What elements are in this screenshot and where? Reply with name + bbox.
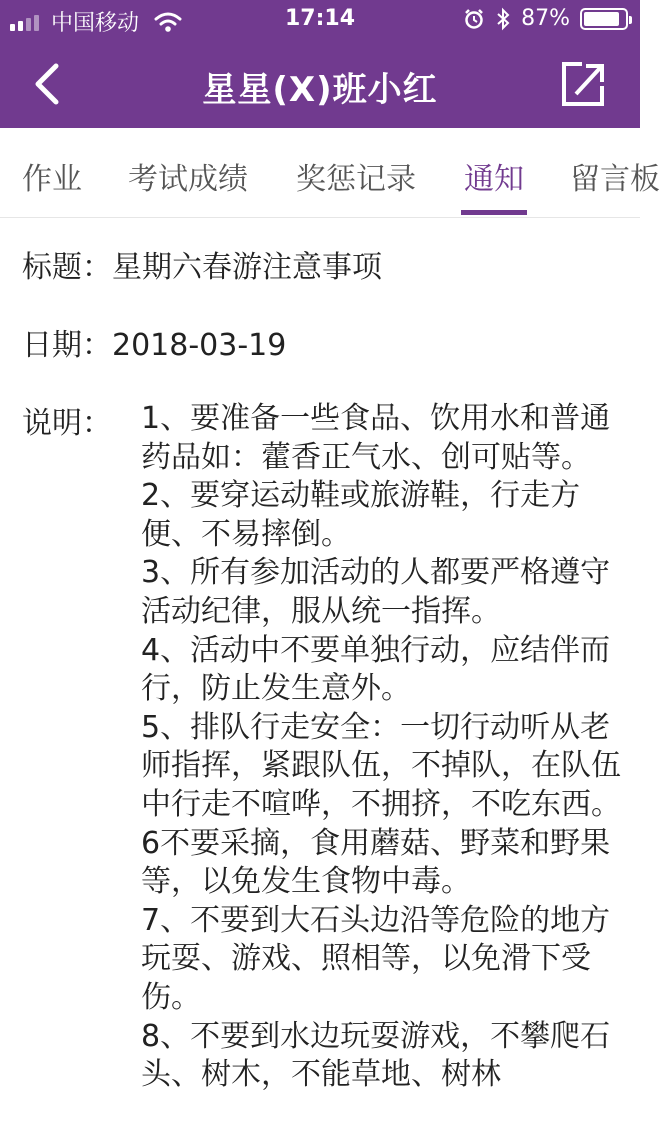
notice-item: 2、要穿运动鞋或旅游鞋，行走方便、不易摔倒。: [141, 478, 581, 552]
notice-item: 4、活动中不要单独行动，应结伴而行，防止发生意外。: [141, 632, 611, 707]
tab-message-board[interactable]: 留言板: [570, 162, 660, 197]
notice-item: 3、所有参加活动的人都要严格遵守活动纪律，服从统一指挥。: [141, 555, 611, 629]
tab-bar: [0, 128, 660, 218]
notice-item: 6不要采摘，食用蘑菇、野菜和野果等，以免发生食物中毒。: [141, 825, 611, 900]
top-bar: [0, 0, 640, 128]
notice-item: 8、不要到水边玩耍游戏，不攀爬石头、树木，不能草地、树林: [141, 1018, 611, 1093]
status-time: 17:14: [284, 6, 356, 31]
nav-bar: [0, 40, 640, 128]
notice-item: 5、排队行走安全：一切行动听从老师指挥，紧跟队伍，不掉队，在队伍中行走不喧哗，不拥挤，不吃东西。: [141, 709, 621, 822]
notice-title-row: [22, 242, 382, 286]
status-bar: [0, 0, 640, 40]
tab-notice[interactable]: 通知: [464, 162, 524, 197]
share-button[interactable]: [556, 56, 612, 112]
notice-date-label: 日期：: [22, 328, 112, 363]
page-title: 星星(X)班小红: [202, 70, 438, 110]
carrier-name: 中国移动: [51, 11, 140, 36]
share-external-icon: [556, 56, 612, 112]
active-tab-indicator: [461, 210, 527, 215]
bluetooth-icon: [495, 7, 511, 31]
notice-date-row: [22, 320, 286, 364]
tab-exam-scores[interactable]: 考试成绩: [128, 162, 248, 197]
notice-date-value: 2018-03-19: [112, 328, 287, 363]
notice-description-label: 说明：: [22, 406, 112, 441]
tab-rewards-records[interactable]: 奖惩记录: [296, 162, 416, 197]
battery-icon: [580, 8, 628, 30]
notice-description-body: [141, 400, 623, 1095]
notice-item: 7、不要到大石头边沿等危险的地方玩耍、游戏、照相等，以免滑下受伤。: [141, 902, 611, 1015]
alarm-icon: [463, 8, 485, 30]
tab-homework[interactable]: 作业: [22, 162, 82, 197]
notice-item: 1、要准备一些食品、饮用水和普通药品如：藿香正气水、创可贴等。: [141, 401, 611, 475]
battery-percent: 87%: [521, 6, 570, 31]
notice-title-label: 标题：: [22, 250, 112, 285]
notice-title-value: 星期六春游注意事项: [112, 250, 382, 285]
